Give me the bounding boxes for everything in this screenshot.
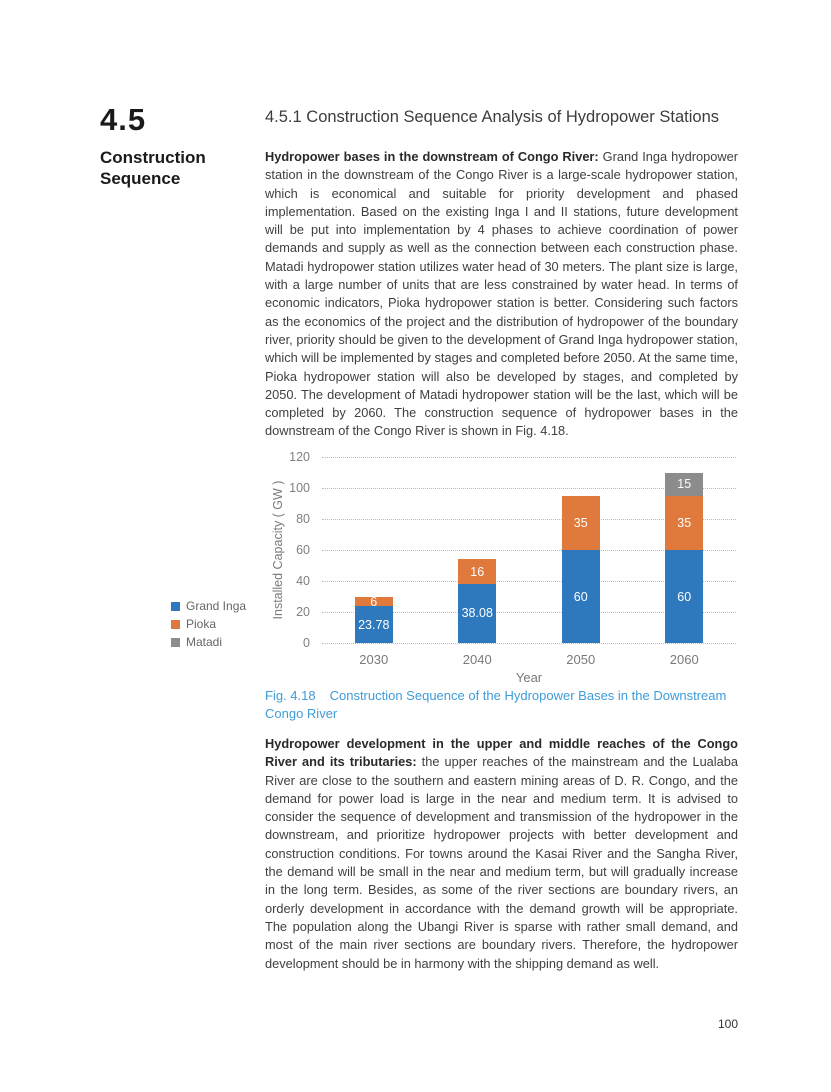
y-tick-label: 100 (289, 480, 310, 495)
chart-legend (171, 597, 246, 651)
x-tick-label: 2050 (566, 652, 596, 667)
figure-caption-text: Construction Sequence of the Hydropower Bases in the Downstream Congo River (265, 688, 727, 721)
x-axis-title: Year (515, 670, 543, 685)
legend-swatch-icon (171, 602, 180, 611)
bar-segment-matadi (665, 473, 703, 496)
paragraph-2 (265, 735, 738, 973)
bar-value-label: 60 (677, 589, 692, 604)
section-number: 4.5 (100, 102, 147, 137)
bar-value-label: 35 (573, 515, 588, 530)
x-axis-ticks (322, 652, 736, 668)
chart-plot (322, 457, 736, 643)
bar-value-label: 15 (677, 477, 692, 492)
legend-label: Pioka (186, 617, 217, 631)
y-tick-label: 40 (296, 573, 310, 588)
bar-value-label: 60 (573, 589, 588, 604)
legend-swatch-icon (171, 638, 180, 647)
bar-segment-grand-inga (355, 606, 393, 643)
bar-segment-pioka (355, 594, 393, 609)
legend-item-grand-inga (171, 597, 246, 615)
bar-2060 (633, 457, 737, 643)
paragraph-2-lead: Hydropower development in the upper and middle reaches of the Congo River and its tributaries: (265, 736, 738, 770)
x-tick-label: 2040 (462, 652, 492, 667)
y-tick-label: 20 (296, 605, 310, 619)
y-tick-label: 120 (289, 450, 310, 464)
bar-2030 (322, 457, 426, 643)
legend-item-matadi (171, 633, 246, 651)
page-number: 100 (717, 1017, 738, 1031)
bar-value-label: 38.08 (461, 606, 493, 621)
bar-segment-pioka (665, 496, 703, 550)
y-axis-title: Installed Capacity ( GW ) (271, 480, 285, 620)
bar-2040 (426, 457, 530, 643)
bar-segment-grand-inga (458, 584, 496, 643)
figure-caption-label: Fig. 4.18 (265, 688, 316, 703)
paragraph-2-body: the upper reaches of the mainstream and the Lualaba River are close to the southern and eastern mining areas of D. R. Congo, and the demand for power load is large in the near and medium term. It is advised to consider the sequence of development and transmission of the hydropower in the downstream, and prioritize hydropower projects with better development and construction conditions. For towns around the Kasai River and the Sangha River, the demand will be small in the near and medium term, but will gradually increase in the long term. Besides, as some of the river sections are boundary rivers, an orderly development in accordance with the demand growth will be appropriate. The population along the Ubangi River is sparse with rather small demand, and most of the main river sections are boundary rivers. Therefore, the hydropower development should be in harmony with the shipping demand as well. (265, 754, 738, 971)
bar-value-label: 16 (470, 564, 485, 579)
bar-segment-grand-inga (665, 550, 703, 643)
section-heading: 4.5.1 Construction Sequence Analysis of Hydropower Stations (265, 108, 720, 126)
legend-swatch-icon (171, 620, 180, 629)
section-title: Construction Sequence (100, 148, 206, 188)
y-tick-label: 80 (296, 511, 310, 526)
bar-2050 (529, 457, 633, 643)
bar-value-label: 6 (370, 594, 378, 609)
legend-label: Matadi (186, 635, 223, 649)
legend-item-pioka (171, 615, 246, 633)
y-axis-ticks (280, 450, 316, 650)
bar-segment-pioka (458, 559, 496, 584)
y-tick-label: 0 (303, 636, 310, 650)
bar-segment-pioka (562, 496, 600, 550)
paragraph-1-lead: Hydropower bases in the downstream of Congo River: (265, 149, 599, 164)
bar-segment-grand-inga (562, 550, 600, 643)
bar-value-label: 35 (677, 515, 692, 530)
legend-label: Grand Inga (186, 599, 247, 613)
y-tick-label: 60 (296, 543, 310, 557)
figure-caption (265, 687, 738, 722)
gridline (322, 643, 736, 644)
paragraph-1-body: Grand Inga hydropower station in the downstream of the Congo River is a large-scale hydropower station, which is economical and suitable for priority development and phased implementation. Based on the existing Inga I and II stations, future development will be put into implementation by 4 phases to achieve coordination of power demands and supply as well as the connection between each construction phase. Matadi hydropower station utilizes water head of 30 meters. The plant size is large, with a large number of units that are less constrained by water head. In terms of economic indicators, Pioka hydropower station is better. Considering such factors as the economics of the project and the distribution of hydropower of the boundary river, priority should be given to the development of Grand Inga hydropower station, which will be implemented by stages and completed before 2050. At the same time, Pioka hydropower station will also be developed by stages, and completed by 2050. The development of Matadi hydropower station will be the last, which will be completed by 2060. The construction sequence of hydropower bases in the downstream of the Congo River is shown in Fig. 4.18. (265, 149, 738, 439)
paragraph-1 (265, 148, 738, 441)
bar-value-label: 23.78 (358, 617, 390, 632)
x-tick-label: 2030 (359, 652, 389, 667)
x-tick-label: 2060 (669, 652, 699, 667)
